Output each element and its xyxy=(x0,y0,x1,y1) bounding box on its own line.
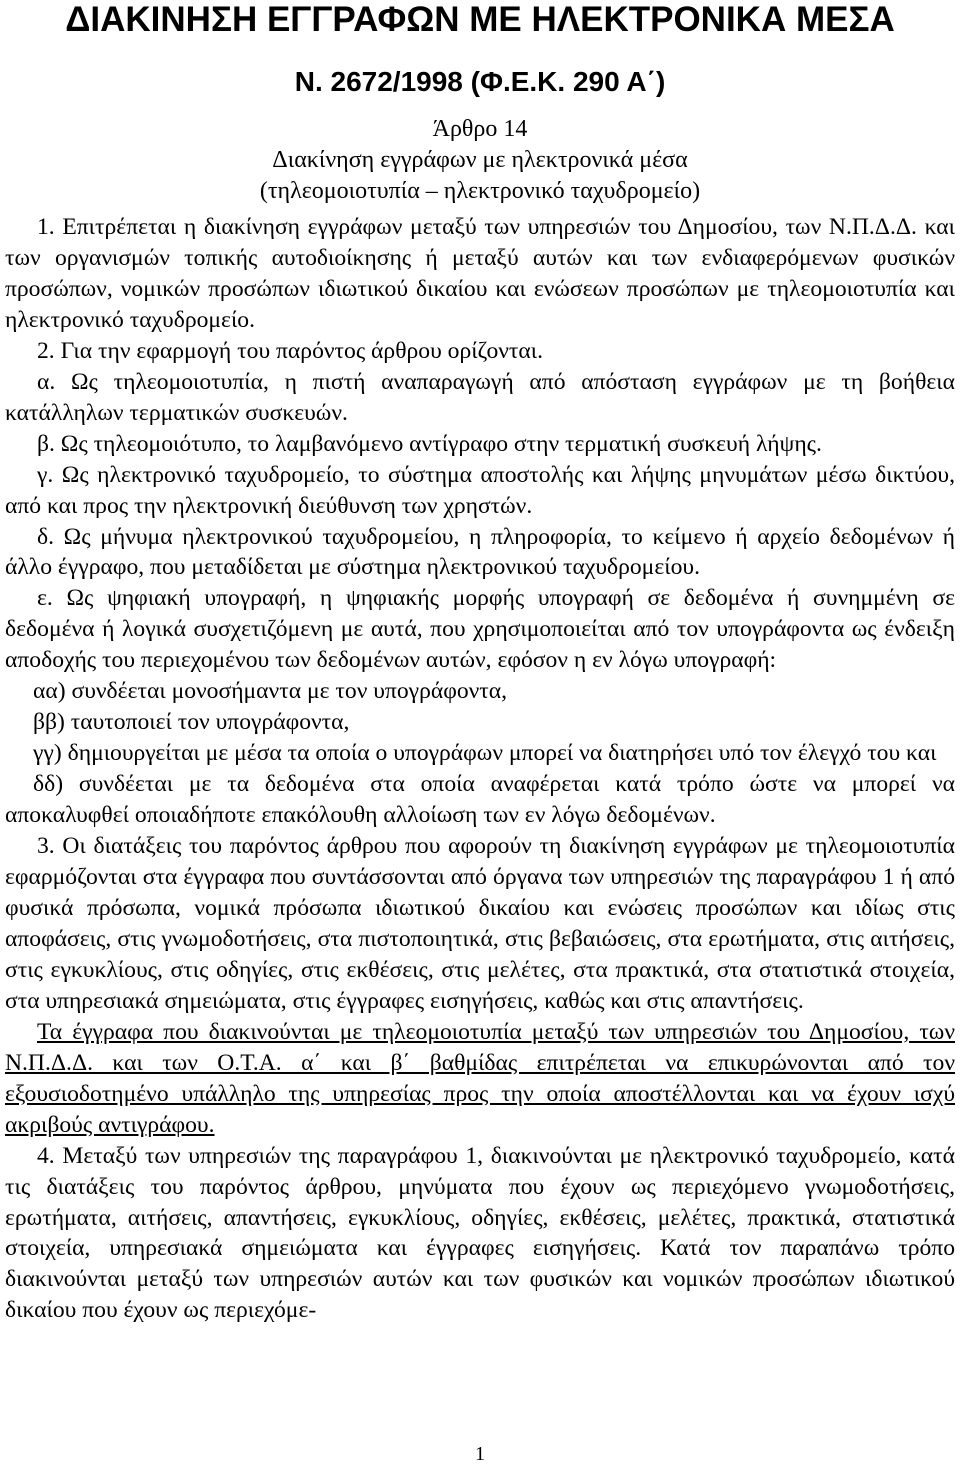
paragraph-3-underlined: Τα έγγραφα που διακινούνται με τηλεομοιοτυπία μεταξύ των υπηρεσιών του Δημοσίου, των Ν.Π.Δ.Δ. και των Ο.Τ.Α. α΄ και β΄ βαθμίδας επιτρέπεται να επικυρώνονται από τον εξουσιοδοτημένο υπάλληλο της υπηρεσίας προς την οποία αποστέλλονται και να έχουν ισχύ ακριβούς αντιγράφου. xyxy=(5,1018,955,1138)
paragraph-2: 2. Για την εφαρμογή του παρόντος άρθρου ορίζονται. xyxy=(37,337,544,364)
paragraph-2-epsilon-dd: δδ) συνδέεται με τα δεδομένα στα οποία αναφέρεται κατά τρόπο ώστε να μπορεί να αποκαλυφθεί οποιαδήποτε επακόλουθη αλλοίωση των εν λόγω δεδομένων. xyxy=(5,771,955,829)
article-subject: Διακίνηση εγγράφων με ηλεκτρονικά μέσα xyxy=(272,147,688,173)
article-subject-note: (τηλεομοιοτυπία – ηλεκτρονικό ταχυδρομείο) xyxy=(259,178,701,204)
paragraph-3-underlined-wrapper xyxy=(5,1017,955,1141)
paragraph-2-epsilon-bb: ββ) ταυτοποιεί τον υπογράφοντα, xyxy=(33,709,350,736)
document-title: ΔΙΑΚΙΝΗΣΗ ΕΓΓΡΑΦΩΝ ΜΕ ΗΛΕΚΤΡΟΝΙΚΑ ΜΕΣΑ xyxy=(65,0,895,39)
page-number: 1 xyxy=(475,1443,485,1465)
paragraph-2-beta: β. Ως τηλεομοιότυπο, το λαμβανόμενο αντίγραφο στην τερματική συσκευή λήψης. xyxy=(37,430,822,457)
paragraph-2-epsilon: ε. Ως ψηφιακή υπογραφή, η ψηφιακής μορφής υπογραφή σε δεδομένα ή συνημμένη σε δεδομένα ή λογικά συσχετιζόμενη με αυτά, που χρησιμοποιείται από τον υπογράφοντα ως ένδειξη αποδοχής του περιεχομένου των δεδομένων αυτών, εφόσον η εν λόγω υπογραφή: xyxy=(5,585,955,674)
paragraph-2-epsilon-gg: γγ) δημιουργείται με μέσα τα οποία ο υπογράφων μπορεί να διατηρήσει υπό τον έλεγχό του και xyxy=(33,740,937,767)
paragraph-2-epsilon-aa: αα) συνδέεται μονοσήμαντα με τον υπογράφοντα, xyxy=(33,678,508,705)
paragraph-2-alpha: α. Ως τηλεομοιοτυπία, η πιστή αναπαραγωγή από απόσταση εγγράφων με τη βοήθεια κατάλληλων τερματικών συσκευών. xyxy=(5,368,955,426)
law-reference: Ν. 2672/1998 (Φ.Ε.Κ. 290 Α΄) xyxy=(294,66,666,97)
paragraph-2-delta: δ. Ως μήνυμα ηλεκτρονικού ταχυδρομείου, η πληροφορία, το κείμενο ή αρχείο δεδομένων ή άλλο έγγραφο, που μεταδίδεται με σύστημα ηλεκτρονικού ταχυδρομείου. xyxy=(5,523,955,581)
paragraph-3: 3. Οι διατάξεις του παρόντος άρθρου που αφορούν τη διακίνηση εγγράφων με τηλεομοιοτυπία εφαρμόζονται στα έγγραφα που συντάσσονται από όργανα των υπηρεσιών της παραγράφου 1 ή από φυσικά πρόσωπα, νομικά πρόσωπα ιδιωτικού δικαίου και ενώσεις προσώπων και ιδίως στις αποφάσεις, στις γνωμοδοτήσεις, στα πιστοποιητικά, στις βεβαιώσεις, στα ερωτήματα, στις αιτήσεις, στις εγκυκλίους, στις οδηγίες, στις εκθέσεις, στις μελέτες, στα πρακτικά, στα στατιστικά στοιχεία, στα υπηρεσιακά σημειώματα, στις έγγραφες εισηγήσεις, καθώς και στις απαντήσεις. xyxy=(5,833,955,1014)
article-body xyxy=(5,212,955,1326)
paragraph-1: 1. Επιτρέπεται η διακίνηση εγγράφων μεταξύ των υπηρεσιών του Δημοσίου, των Ν.Π.Δ.Δ. και των οργανισμών τοπικής αυτοδιοίκησης ή μεταξύ αυτών και των ενδιαφερόμενων φυσικών προσώπων, νομικών προσώπων ιδιωτικού δικαίου και ενώσεων προσώπων με τηλεομοιοτυπία και ηλεκτρονικό ταχυδρομείο. xyxy=(5,214,955,333)
paragraph-4: 4. Μεταξύ των υπηρεσιών της παραγράφου 1, διακινούνται με ηλεκτρονικό ταχυδρομείο, κατά τις διατάξεις του παρόντος άρθρου, μηνύματα που έχουν ως περιεχόμενο γνωμοδοτήσεις, ερωτήματα, αιτήσεις, απαντήσεις, εγκυκλίους, οδηγίες, εκθέσεις, μελέτες, πρακτικά, στατιστικά στοιχεία, υπηρεσιακά σημειώματα και έγγραφες εισηγήσεις. Κατά τον παραπάνω τρόπο διακινούνται μεταξύ των υπηρεσιών αυτών και των φυσικών και νομικών προσώπων ιδιωτικού δικαίου που έχουν ως περιεχόμε- xyxy=(5,1142,955,1324)
article-number: Άρθρο 14 xyxy=(432,116,528,142)
paragraph-2-gamma: γ. Ως ηλεκτρονικό ταχυδρομείο, το σύστημα αποστολής και λήψης μηνυμάτων μέσω δικτύου, από και προς την ηλεκτρονική διεύθυνση των χρηστών. xyxy=(5,461,955,519)
